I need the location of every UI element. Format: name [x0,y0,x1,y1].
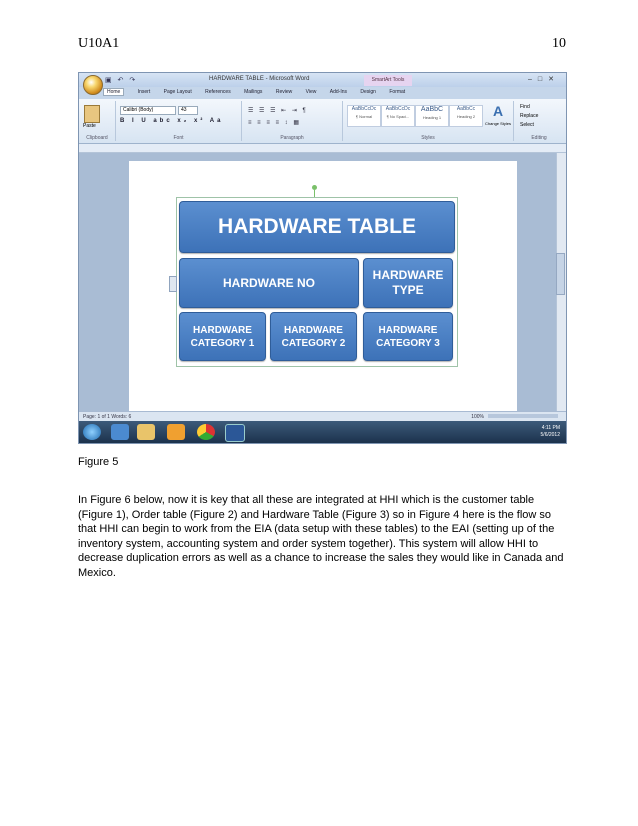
vertical-scrollbar[interactable] [556,153,566,411]
style-name: Heading 1 [422,115,442,120]
running-header-title: U10A1 [78,36,120,51]
style-name: ¶ No Spaci... [386,114,410,119]
find-button[interactable]: Find [520,104,530,110]
word-screenshot [78,72,567,444]
ribbon-tabs [103,88,417,98]
list-buttons[interactable]: ☰ ☰ ☰ ⇤ ⇥ ¶ [248,108,308,114]
tab-format[interactable]: Format [389,89,406,95]
zoom-slider[interactable] [488,414,558,418]
internet-explorer-icon[interactable] [111,424,129,440]
clipboard-group-label: Clipboard [86,135,108,141]
style-heading-2[interactable] [449,105,483,127]
smartart-text-pane-tab[interactable] [169,276,177,292]
title-bar [79,73,566,87]
tab-references[interactable]: References [205,89,231,95]
document-workspace [79,153,557,411]
editing-group [514,101,564,141]
tab-home[interactable]: Home [103,88,124,96]
replace-button[interactable]: Replace [520,113,539,119]
tab-mailings[interactable]: Mailings [244,89,263,95]
status-page-words[interactable]: Page: 1 of 1 Words: 6 [83,414,132,420]
paragraph-group [242,101,343,141]
paragraph-group-label: Paragraph [280,135,304,141]
media-player-icon[interactable] [167,424,185,440]
system-clock[interactable] [541,425,560,439]
style-sample: AaBbCcDc [351,106,377,112]
figure-caption: Figure 5 [78,456,119,468]
tab-add-ins[interactable]: Add-Ins [329,89,347,95]
tab-review[interactable]: Review [275,89,293,95]
chrome-icon[interactable] [197,424,215,440]
window-title: HARDWARE TABLE - Microsoft Word [209,76,310,82]
tab-insert[interactable]: Insert [137,89,151,95]
page-number: 10 [552,36,566,51]
paste-label: Paste [83,123,96,129]
style-no-spacing[interactable] [381,105,415,127]
file-explorer-icon[interactable] [137,424,155,440]
style-name: ¶ Normal [355,114,373,119]
window-controls[interactable]: ‒□✕ [528,76,560,83]
clipboard-group [79,101,116,141]
align-buttons[interactable]: ≡ ≡ ≡ ≡ ↕ ▦ [248,120,302,126]
style-sample: AaBbC [420,106,444,113]
font-name-select[interactable]: Calibri (Body) [120,106,176,115]
windows-taskbar [79,421,566,443]
change-styles-label: Change Styles [485,121,512,126]
select-button[interactable]: Select [520,122,534,128]
font-format-buttons[interactable]: B I U abc x₂ x² Aa [120,118,224,124]
font-size-select[interactable]: 43 [178,106,198,115]
horizontal-ruler[interactable] [79,144,566,153]
zoom-level[interactable]: 100% [471,414,484,420]
style-heading-1[interactable] [415,105,449,127]
font-group [116,101,242,141]
smartart-tools-context-tab: SmartArt Tools [364,75,412,86]
change-styles-icon[interactable]: A [492,103,504,119]
smartart-category-2-box[interactable]: HARDWARE CATEGORY 2 [270,312,357,361]
style-sample: AaBbCcDc [385,106,411,112]
styles-group [343,101,514,141]
scrollbar-thumb[interactable] [556,253,565,295]
smartart-hardware-type-box[interactable]: HARDWARE TYPE [363,258,453,308]
paste-icon[interactable] [84,105,100,123]
tab-design[interactable]: Design [360,89,376,95]
smartart-category-1-box[interactable]: HARDWARE CATEGORY 1 [179,312,266,361]
clock-time: 4:11 PM [541,425,560,431]
document-page[interactable] [129,161,517,411]
word-taskbar-icon[interactable] [225,424,245,442]
clock-date: 5/6/2012 [540,432,560,438]
editing-group-label: Editing [531,135,547,141]
office-button-icon[interactable] [83,75,103,95]
smartart-category-3-box[interactable]: HARDWARE CATEGORY 3 [363,312,453,361]
smartart-hardware-no-box[interactable]: HARDWARE NO [179,258,359,308]
style-name: Heading 2 [456,114,476,119]
body-paragraph: In Figure 6 below, now it is key that all these are integrated at HHI which is the customer table (Figure 1), Order table (Figure 2) and Hardware Table (Figure 3) so in Figure 4 here is the flow so that HHI can begin to work from the EIA (data setup with these tables) to the EAI (setting up of the inventory system, accounting system and order system together). This system will allow HHI to decrease duplication errors as well as a chance to increase the sales they would like in Canada and Mexico. [78,494,564,579]
tab-page-layout[interactable]: Page Layout [163,89,192,95]
quick-access-toolbar[interactable]: ▣ ↶ ↷ [105,77,138,84]
font-group-label: Font [173,135,184,141]
ribbon [79,99,566,144]
smartart-title-box[interactable]: HARDWARE TABLE [179,201,455,253]
start-button-icon[interactable] [83,424,101,440]
styles-group-label: Styles [421,135,435,141]
tab-view[interactable]: View [305,89,317,95]
style-sample: AaBbCc [456,106,476,112]
style-normal[interactable] [347,105,381,127]
